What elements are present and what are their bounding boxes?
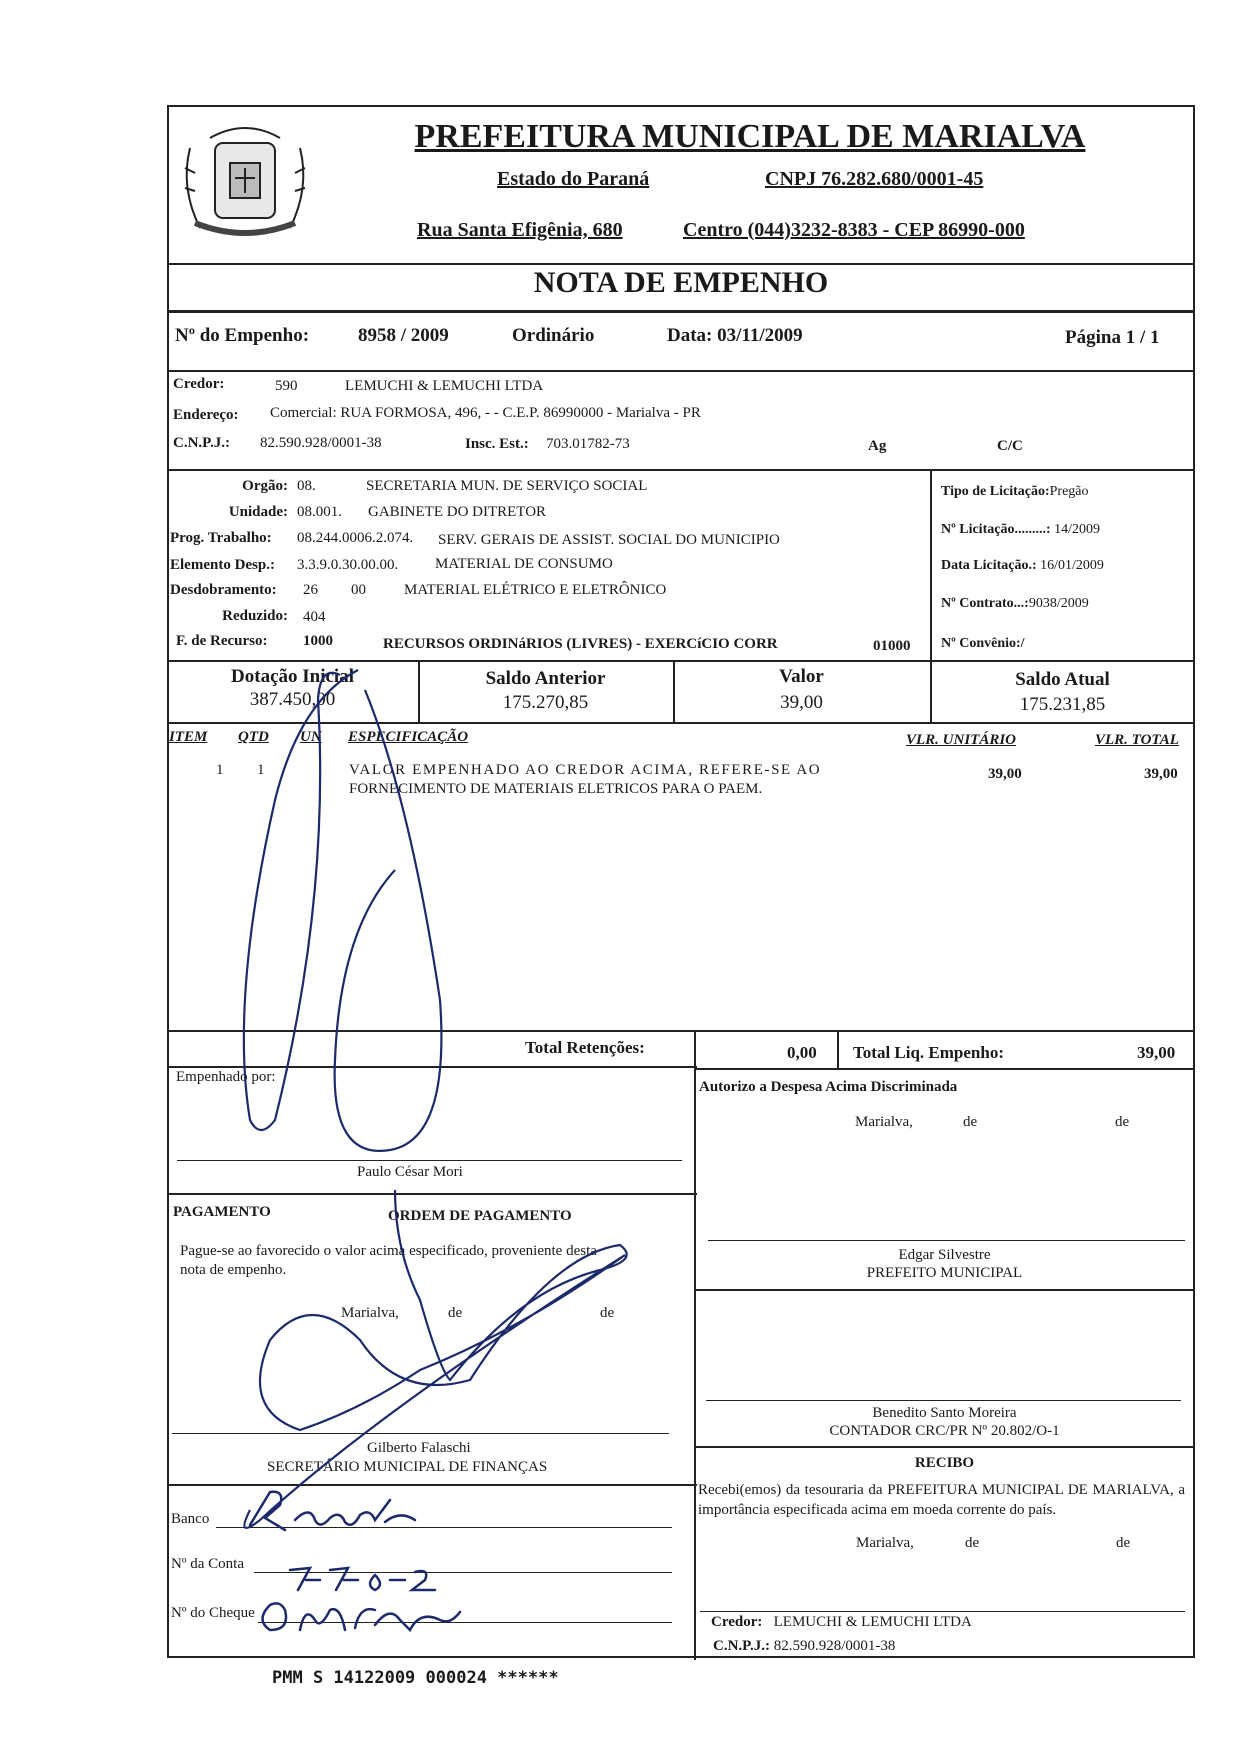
data-licitacao: Data Licitação.: 16/01/2009	[941, 558, 1104, 573]
recibo-de2: de	[1116, 1535, 1131, 1551]
recibo-label: RECIBO	[914, 1455, 975, 1471]
dotacao-label: Dotação Inicial	[231, 666, 354, 687]
secretario-role: SECRETÁRIO MUNICIPAL DE FINANÇAS	[267, 1459, 548, 1475]
prog-name: SERV. GERAIS DE ASSIST. SOCIAL DO MUNICIPIO	[438, 532, 780, 548]
fonte-recurso-name: RECURSOS ORDINáRIOS (LIVRES) - EXERCíCIO CORR	[383, 636, 778, 652]
orgao-code: 08.	[297, 478, 316, 494]
banco-label: Banco	[171, 1511, 210, 1527]
divider	[167, 1193, 697, 1195]
prog-code: 08.244.0006.2.074.	[297, 530, 414, 546]
desdobramento-code2: 00	[351, 582, 366, 598]
cnpj-header: CNPJ 76.282.680/0001-45	[765, 168, 984, 190]
elemento-name: MATERIAL DE CONSUMO	[435, 556, 613, 572]
credor-cnpj: 82.590.928/0001-38	[260, 435, 382, 451]
item-total-value: 39,00	[1144, 766, 1178, 782]
ie-label: Insc. Est.:	[465, 436, 529, 452]
empenho-date: Data: 03/11/2009	[667, 325, 803, 346]
empenhado-por-name: Paulo César Mori	[357, 1164, 463, 1180]
autorizo-de1: de	[963, 1114, 978, 1130]
prefeito-name: Edgar Silvestre	[898, 1247, 991, 1263]
divider	[167, 1030, 1195, 1032]
signature-line	[177, 1160, 682, 1161]
empenho-label: Nº do Empenho:	[175, 325, 310, 346]
autorizo-place: Marialva,	[855, 1114, 913, 1130]
prog-label: Prog. Trabalho:	[170, 530, 272, 546]
municipality-title: PREFEITURA MUNICIPAL DE MARIALVA	[414, 118, 1086, 155]
col-item: ITEM	[169, 729, 208, 745]
elemento-label: Elemento Desp.:	[170, 557, 275, 573]
divider	[930, 469, 932, 660]
account-label: C/C	[997, 438, 1023, 454]
coat-of-arms-logo	[170, 108, 320, 258]
total-liquido-label: Total Liq. Empenho:	[853, 1043, 1004, 1062]
col-vlr-total: VLR. TOTAL	[1095, 732, 1179, 748]
numero-licitacao: Nº Licitação.........: 14/2009	[941, 522, 1100, 537]
pagamento-place: Marialva,	[341, 1305, 399, 1321]
numero-convenio: Nº Convênio:/	[941, 636, 1025, 651]
divider	[167, 310, 1195, 313]
item-unit-value: 39,00	[988, 766, 1022, 782]
recibo-text: Recebi(emos) da tesouraria da PREFEITURA MUNICIPAL DE MARIALVA, a importância especificada acima em moeda corrente do país.	[698, 1482, 1185, 1518]
divider	[694, 1068, 1195, 1070]
unidade-label: Unidade:	[228, 504, 288, 520]
contact-info: Centro (044)3232-8383 - CEP 86990-000	[683, 219, 1025, 241]
item-number: 1	[216, 762, 224, 778]
conta-label: Nº da Conta	[171, 1556, 244, 1572]
divider	[167, 1484, 697, 1486]
signature-line	[708, 1240, 1185, 1241]
autorizo-de2: de	[1115, 1114, 1130, 1130]
credor-address: Comercial: RUA FORMOSA, 496, - - C.E.P. 86990000 - Marialva - PR	[270, 405, 701, 421]
pagamento-de1: de	[448, 1305, 463, 1321]
numero-contrato: Nº Contrato...:9038/2009	[941, 596, 1089, 611]
reduzido-value: 404	[303, 609, 326, 625]
divider	[167, 722, 1195, 724]
valor-label: Valor	[779, 666, 824, 687]
unidade-code: 08.001.	[297, 504, 342, 520]
elemento-code: 3.3.9.0.30.00.00.	[297, 557, 399, 573]
total-retencoes-label: Total Retenções:	[525, 1038, 645, 1057]
signature-line	[172, 1433, 669, 1434]
prefeito-role: PREFEITO MUNICIPAL	[866, 1265, 1023, 1281]
cnpj-label: C.N.P.J.:	[173, 435, 230, 451]
pagamento-text-line1: Pague-se ao favorecido o valor acima especificado, proveniente desta	[180, 1243, 597, 1259]
saldo-atual-value: 175.231,85	[1019, 694, 1106, 715]
col-especificacao: ESPECIFICAÇÃO	[348, 729, 469, 745]
secretario-name: Gilberto Falaschi	[367, 1440, 471, 1456]
item-description-line1: VALOR EMPENHADO AO CREDOR ACIMA, REFERE-SE AO	[349, 762, 822, 778]
cheque-label: Nº do Cheque	[171, 1605, 255, 1621]
footer-code: PMM S 14122009 000024 ******	[272, 1668, 559, 1688]
pagamento-text-line2: nota de empenho.	[180, 1262, 287, 1278]
empenho-number: 8958 / 2009	[358, 325, 449, 346]
pagamento-de2: de	[600, 1305, 615, 1321]
credor-code: 590	[275, 378, 298, 394]
conta-line	[254, 1572, 672, 1573]
contador-name: Benedito Santo Moreira	[872, 1405, 1017, 1421]
divider	[167, 1066, 697, 1068]
address-label: Endereço:	[173, 407, 239, 423]
desdobramento-label: Desdobramento:	[170, 582, 277, 598]
reduzido-label: Reduzido:	[222, 608, 288, 624]
banco-line	[216, 1527, 672, 1528]
valor-value: 39,00	[780, 692, 823, 713]
agency-label: Ag	[868, 438, 887, 454]
document-title: NOTA DE EMPENHO	[533, 266, 829, 299]
divider	[167, 469, 1195, 471]
fonte-recurso-label: F. de Recurso:	[176, 633, 268, 649]
fonte-recurso-code: 1000	[303, 633, 333, 649]
recibo-cnpj: C.N.P.J.: 82.590.928/0001-38	[713, 1638, 896, 1654]
recibo-de1: de	[965, 1535, 980, 1551]
orgao-name: SECRETARIA MUN. DE SERVIÇO SOCIAL	[366, 478, 648, 494]
signature-line	[700, 1611, 1185, 1612]
recibo-place: Marialva,	[856, 1535, 914, 1551]
fonte-recurso-code2: 01000	[873, 638, 911, 654]
credor-name: LEMUCHI & LEMUCHI LTDA	[345, 378, 544, 394]
credor-ie: 703.01782-73	[546, 436, 630, 452]
empenhado-por-label: Empenhado por:	[176, 1069, 276, 1085]
divider	[837, 1030, 839, 1068]
col-un: UN	[300, 729, 322, 745]
col-vlr-unitario: VLR. UNITÁRIO	[906, 732, 1017, 748]
recibo-credor: Credor: LEMUCHI & LEMUCHI LTDA	[711, 1614, 972, 1630]
saldo-atual-label: Saldo Atual	[1015, 669, 1110, 690]
tipo-licitacao: Tipo de Licitação:Pregão	[941, 484, 1089, 499]
divider	[167, 370, 1195, 372]
autorizo-label: Autorizo a Despesa Acima Discriminada	[699, 1079, 958, 1095]
ordem-pagamento-label: ORDEM DE PAGAMENTO	[388, 1208, 572, 1224]
state-name: Estado do Paraná	[497, 168, 650, 190]
street-address: Rua Santa Efigênia, 680	[417, 219, 623, 241]
total-retencoes-value: 0,00	[787, 1043, 817, 1062]
item-description-line2: FORNECIMENTO DE MATERIAIS ELETRICOS PARA O PAEM.	[349, 781, 763, 797]
credor-label: Credor:	[173, 376, 225, 392]
divider	[694, 1289, 1195, 1291]
total-liquido-value: 39,00	[1137, 1043, 1176, 1062]
dotacao-value: 387.450,00	[249, 689, 336, 710]
divider	[167, 660, 1195, 662]
orgao-label: Orgão:	[242, 478, 288, 494]
empenho-type: Ordinário	[512, 325, 595, 346]
divider	[167, 263, 1195, 265]
desdobramento-name: MATERIAL ELÉTRICO E ELETRÔNICO	[404, 582, 667, 598]
signature-line	[706, 1400, 1181, 1401]
item-qtd: 1	[257, 762, 265, 778]
unidade-name: GABINETE DO DITRETOR	[368, 504, 547, 520]
divider	[694, 1446, 1195, 1448]
divider	[694, 1030, 696, 1660]
page-number: Página 1 / 1	[1065, 327, 1160, 348]
saldo-anterior-label: Saldo Anterior	[485, 668, 606, 689]
desdobramento-code: 26	[303, 582, 318, 598]
saldo-anterior-value: 175.270,85	[502, 692, 589, 713]
col-qtd: QTD	[238, 729, 269, 745]
cheque-line	[258, 1622, 672, 1623]
contador-role: CONTADOR CRC/PR Nº 20.802/O-1	[829, 1423, 1060, 1439]
pagamento-label: PAGAMENTO	[173, 1204, 271, 1220]
